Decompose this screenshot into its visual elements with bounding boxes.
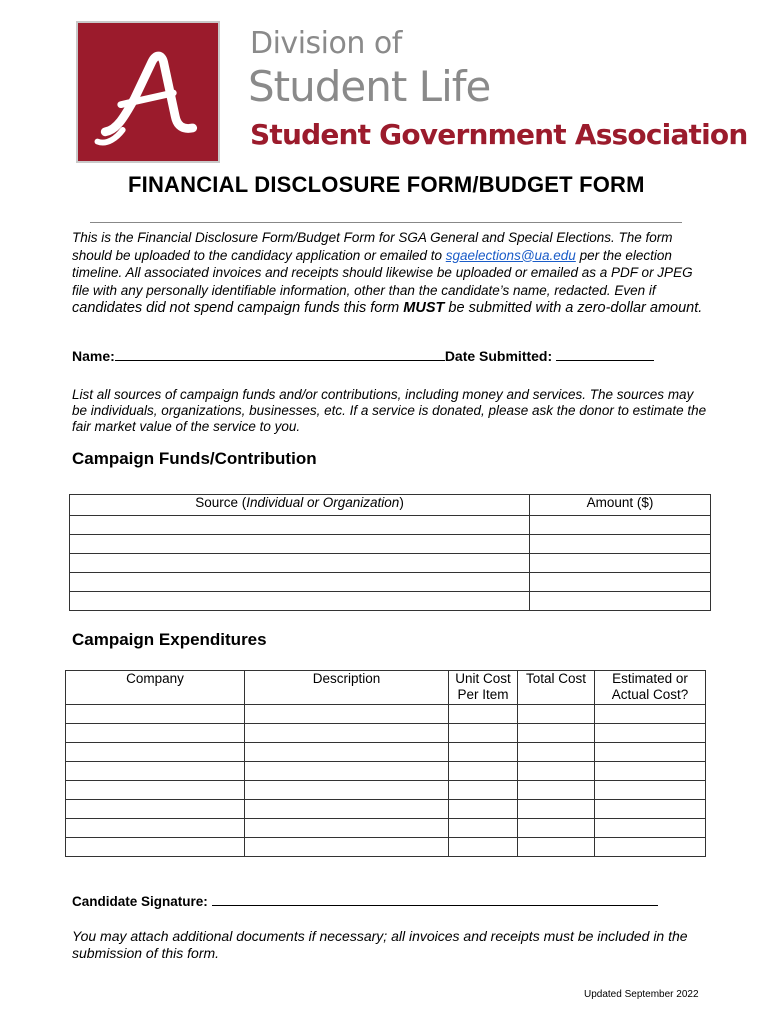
estimated-cell[interactable] [595,800,706,819]
table-header-row [66,671,706,705]
student-life-title: Student Life [248,62,491,111]
script-a-icon [78,23,218,161]
signature-field[interactable] [212,893,658,906]
name-label: Name [72,348,111,364]
company-cell[interactable] [66,724,245,743]
unit-cost-cell[interactable] [449,800,518,819]
expenditures-table [65,670,706,857]
intro-paragraph: This is the Financial Disclosure Form/Budget Form for SGA General and Special Elections. The form should be uploaded to the candidacy application or emailed to sgaelections@ua.edu per the election timeline. All associated invoices and receipts should likewise be uploaded or emailed as a PDF or JPEG file with any personally identifiable information, other than the candidate’s name, redacted. Even if candidates did not spend campaign funds this form MUST be submitted with a zero-dollar amount. [72,230,703,316]
estimated-cell[interactable] [595,762,706,781]
amount-column-header: Amount ($) [530,495,711,516]
unit-cost-column-header: Unit Cost Per Item [449,671,518,705]
unit-cost-cell[interactable] [449,762,518,781]
table-row [66,800,706,819]
title-divider [90,222,682,223]
table-row [70,535,711,554]
table-row [66,743,706,762]
table-row [70,592,711,611]
unit-cost-cell[interactable] [449,705,518,724]
description-cell[interactable] [245,819,449,838]
estimated-cell[interactable] [595,838,706,857]
description-cell[interactable] [245,724,449,743]
expenditures-heading: Campaign Expenditures [72,630,267,649]
company-cell[interactable] [66,743,245,762]
estimated-column-header: Estimated or Actual Cost? [595,671,706,705]
table-row [70,516,711,535]
total-cost-cell[interactable] [518,781,595,800]
source-cell[interactable] [70,516,530,535]
name-field[interactable] [115,348,445,361]
form-title: FINANCIAL DISCLOSURE FORM/BUDGET FORM [128,172,645,197]
total-cost-cell[interactable] [518,819,595,838]
description-cell[interactable] [245,762,449,781]
amount-cell[interactable] [530,554,711,573]
company-cell[interactable] [66,838,245,857]
table-row [70,554,711,573]
estimated-cell[interactable] [595,819,706,838]
total-cost-cell[interactable] [518,800,595,819]
company-cell[interactable] [66,705,245,724]
signature-row [72,893,658,909]
table-row [66,781,706,800]
company-cell[interactable] [66,762,245,781]
unit-cost-cell[interactable] [449,781,518,800]
company-cell[interactable] [66,800,245,819]
sga-title: Student Government Association [250,118,748,151]
table-row [66,838,706,857]
table-row [66,724,706,743]
table-header-row [70,495,711,516]
name-date-row: Name: Date Submitted: [72,348,654,364]
source-column-header: Source (Individual or Organization) [70,495,530,516]
source-cell[interactable] [70,592,530,611]
total-cost-column-header: Total Cost [518,671,595,705]
updated-date: Updated September 2022 [584,989,699,1000]
sources-instructions: List all sources of campaign funds and/or contributions, including money and services. The sources may be individuals, organizations, businesses, etc. If a service is donated, please ask the donor to estimate the fair market value of the service to you. [72,387,707,434]
estimated-cell[interactable] [595,781,706,800]
description-column-header: Description [245,671,449,705]
source-cell[interactable] [70,573,530,592]
email-link[interactable]: sgaelections@ua.edu [445,247,576,263]
unit-cost-cell[interactable] [449,743,518,762]
description-cell[interactable] [245,705,449,724]
amount-cell[interactable] [530,592,711,611]
amount-cell[interactable] [530,573,711,592]
company-cell[interactable] [66,781,245,800]
date-field[interactable] [556,348,654,361]
company-column-header: Company [66,671,245,705]
table-row [66,819,706,838]
total-cost-cell[interactable] [518,762,595,781]
signature-label: Candidate Signature: [72,894,208,909]
table-row [70,573,711,592]
funds-table [69,494,711,611]
university-logo [76,21,220,163]
amount-cell[interactable] [530,535,711,554]
attachment-note: You may attach additional documents if necessary; all invoices and receipts must be included in the submission of this form. [72,928,688,961]
description-cell[interactable] [245,838,449,857]
source-cell[interactable] [70,554,530,573]
estimated-cell[interactable] [595,724,706,743]
unit-cost-cell[interactable] [449,838,518,857]
description-cell[interactable] [245,743,449,762]
total-cost-cell[interactable] [518,743,595,762]
unit-cost-cell[interactable] [449,819,518,838]
description-cell[interactable] [245,781,449,800]
source-cell[interactable] [70,535,530,554]
estimated-cell[interactable] [595,705,706,724]
description-cell[interactable] [245,800,449,819]
amount-cell[interactable] [530,516,711,535]
unit-cost-cell[interactable] [449,724,518,743]
total-cost-cell[interactable] [518,724,595,743]
division-title: Division of [250,26,402,61]
total-cost-cell[interactable] [518,705,595,724]
date-label: Date Submitted [444,348,548,364]
total-cost-cell[interactable] [518,838,595,857]
company-cell[interactable] [66,819,245,838]
funds-heading: Campaign Funds/Contribution [72,449,317,468]
table-row [66,705,706,724]
table-row [66,762,706,781]
estimated-cell[interactable] [595,743,706,762]
